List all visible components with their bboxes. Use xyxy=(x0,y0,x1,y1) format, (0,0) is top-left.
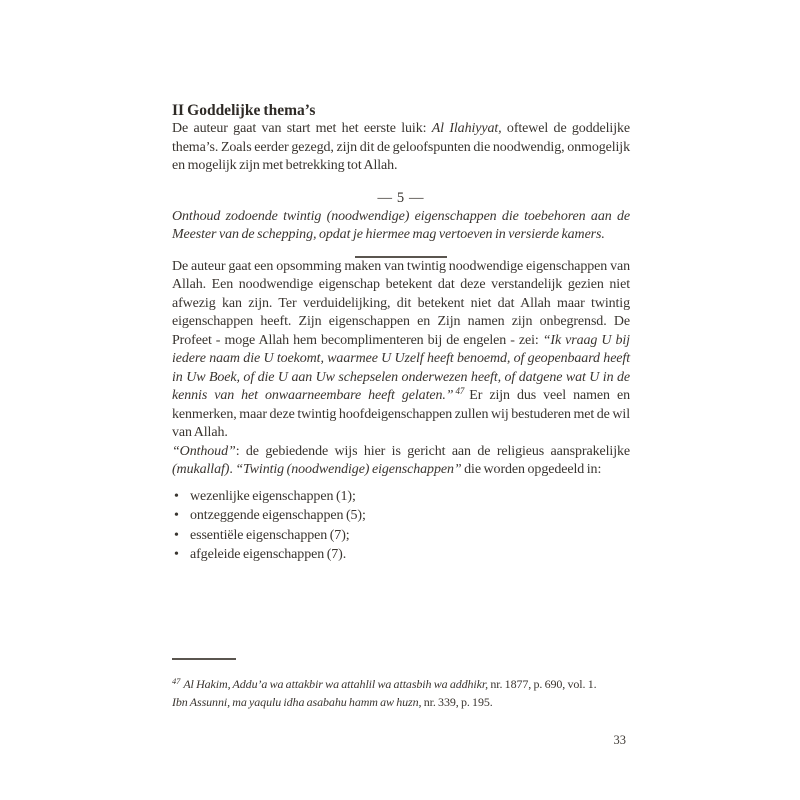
mukallaf-paragraph xyxy=(172,443,630,480)
footnote-citation-2: nr. 339, p. 195. xyxy=(421,695,493,709)
body-text-1: De auteur gaat een opsomming maken van twintig noodwendige eigenschappen van Allah. Een noodwendige eigenschap betekent dat deze verstandelijk gezien niet afwezig kan zijn. Ter verduidelijking, dit betekent niet dat Allah maar twintig eigenschappen heeft. Zijn eigenschappen en Zijn namen zijn onbegrensd. De Profeet - moge Allah hem becomplimenteren bij de engelen - zei: xyxy=(172,258,630,348)
list-item-essentiele: • essentiële eigenschappen (7); xyxy=(172,526,630,546)
mukallaf-text-2: . xyxy=(229,462,236,477)
text-block xyxy=(172,101,630,565)
onthoud-italic: “Onthoud” xyxy=(172,443,236,459)
footnote-line-1 xyxy=(172,675,630,693)
footnote-number: 47 xyxy=(172,676,181,686)
footnote-divider xyxy=(172,658,236,660)
footnote-source-italic-1: Al Hakim, Addu’a wa attakbir wa attahlil wa attasbih wa addhikr, xyxy=(183,677,489,691)
page-title: II Goddelijke thema’s xyxy=(172,102,316,119)
intro-text-1: De auteur gaat van start met het eerste luik: xyxy=(172,121,432,136)
list-item-ontzeggende: • ontzeggende eigenschappen (5); xyxy=(172,506,630,526)
mukallaf-text-3: die worden opgedeeld in: xyxy=(461,462,602,477)
mukallaf-text-1: : de gebiedende wijs hier is gericht aan de religieus aansprakelijke xyxy=(235,443,630,459)
footnote-source-italic-2: Ibn Assunni, ma yaqulu idha asabahu hamm aw huzn, xyxy=(172,695,422,709)
footnote-line-2 xyxy=(172,693,630,711)
body-text-2: Er zijn dus veel namen en kenmerken, maar deze twintig hoofdeigenschappen zullen wij bestuderen met de wil van Allah. xyxy=(172,388,630,440)
body-paragraph xyxy=(172,258,630,443)
footnote-area xyxy=(172,658,630,711)
page-number: 33 xyxy=(613,733,626,747)
mukallaf-italic: (mukallaf) xyxy=(172,462,230,477)
quote-paragraph: Onthoud zodoende twintig (noodwendige) eigenschappen die toebehoren aan de Meester van de schepping, opdat je hiermee mag vertoeven in versierde kamers. xyxy=(172,208,630,242)
footnote-ref-superscript: 47 xyxy=(455,386,465,396)
list-item-afgeleide: • afgeleide eigenschappen (7). xyxy=(172,545,630,565)
footnote-citation-1: nr. 1877, p. 690, vol. 1. xyxy=(488,677,597,691)
intro-paragraph xyxy=(172,120,630,176)
section-number-marker: — 5 — xyxy=(377,189,425,206)
twintig-italic: “Twintig (noodwendige) eigenschappen” xyxy=(235,462,462,477)
intro-text-2: oftewel de goddelijke thema’s. Zoals eerder gezegd, zijn dit de geloofspunten die noodwendig, onmogelijk en mogelijk zijn met betrekking tot Allah. xyxy=(172,121,630,173)
eigenschappen-list xyxy=(172,487,630,565)
hadith-quote-italic: “Ik vraag U bij iedere naam die U toekomt, waarmee U Uzelf heeft benoemd, of geopenbaard heeft in Uw Boek, of die U aan Uw schepselen onderwezen heeft, of datgene wat U in de kennis van het onwaarneembare heeft gelaten.” xyxy=(172,332,630,403)
intro-italic-term: Al Ilahiyyat, xyxy=(431,121,502,136)
list-item-wezenlijke: • wezenlijke eigenschappen (1); xyxy=(172,487,630,507)
